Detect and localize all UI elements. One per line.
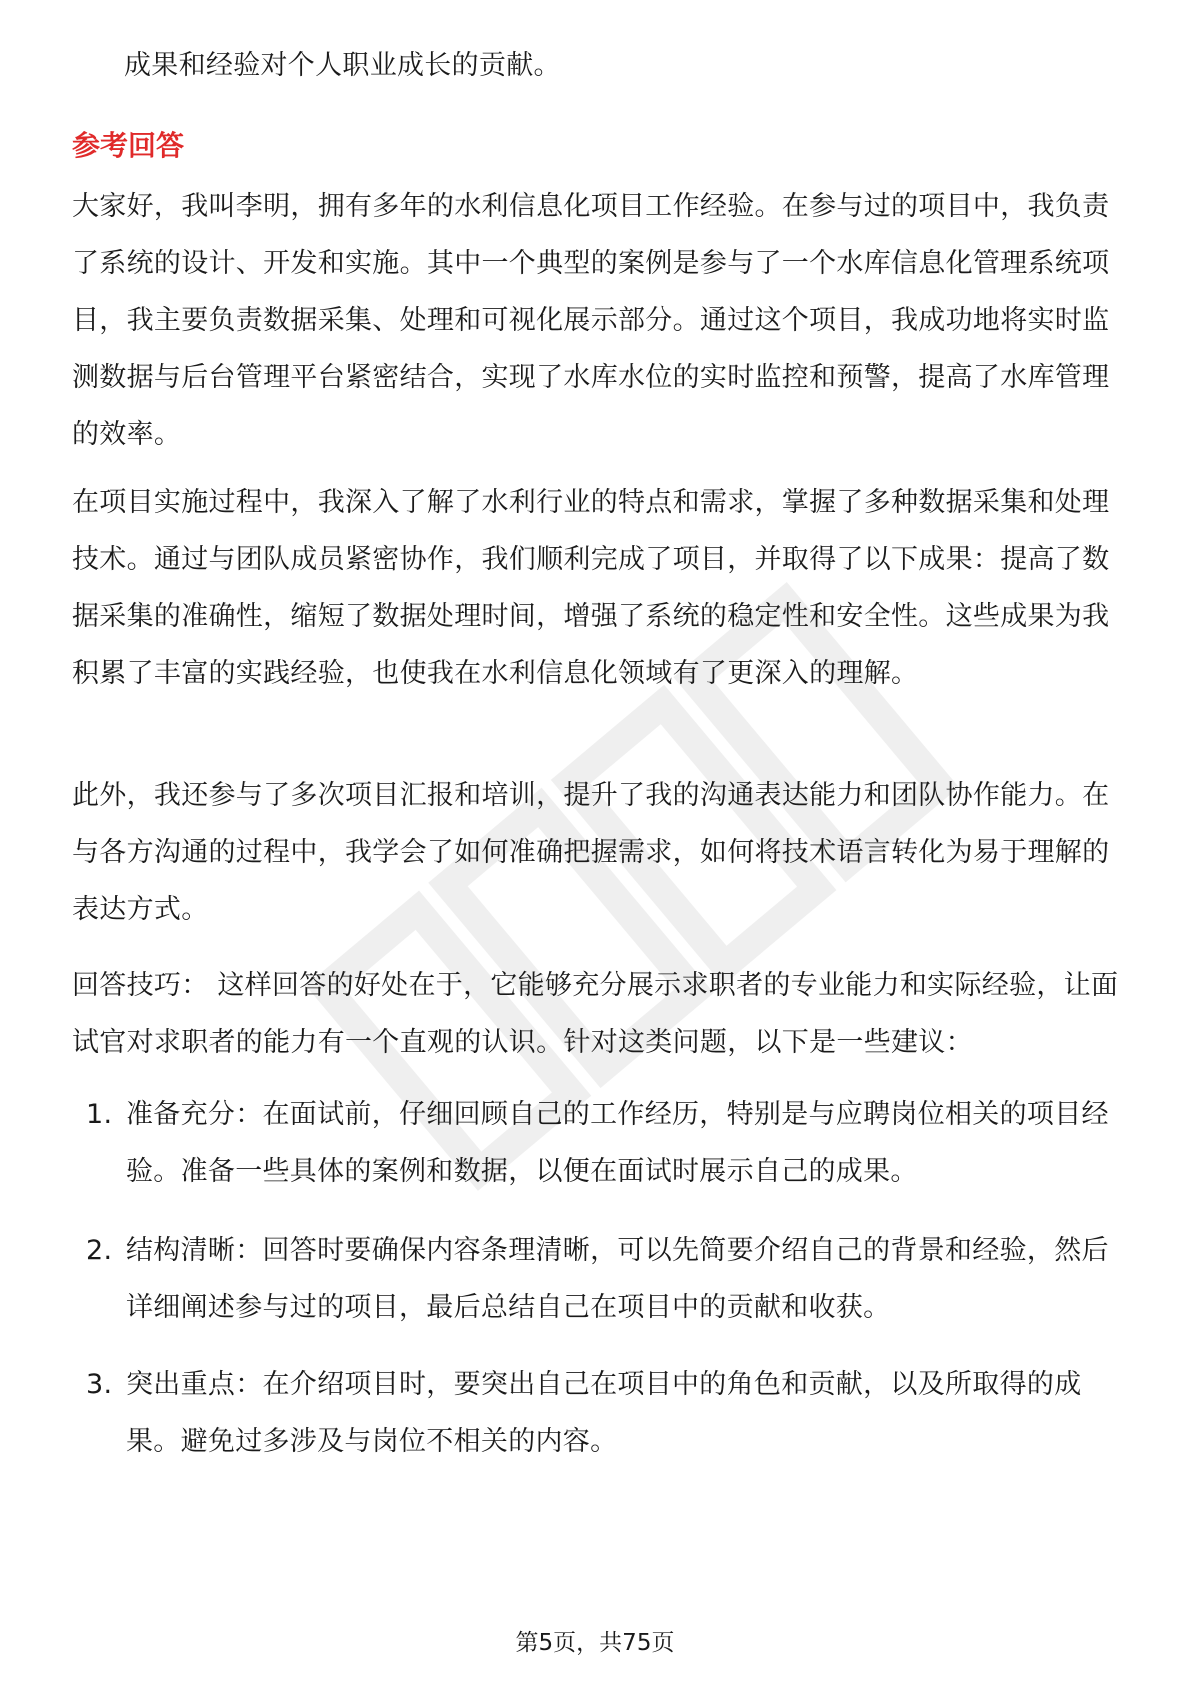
list-text: 结构清晰：回答时要确保内容条理清晰，可以先简要介绍自己的背景和经验，然后详细阐述参与过的项目，最后总结自己在项目中的贡献和收获。 (126, 1235, 1109, 1323)
list-number: 2. (86, 1235, 113, 1266)
paragraph-1: 大家好，我叫李明，拥有多年的水利信息化项目工作经验。在参与过的项目中，我负责了系统的设计、开发和实施。其中一个典型的案例是参与了一个水库信息化管理系统项目，我主要负责数据采集、处理和可视化展示部分。通过这个项目，我成功地将实时监测数据与后台管理平台紧密结合，实现了水库水位的实时监控和预警，提高了水库管理的效率。 (72, 191, 1110, 450)
section-heading: 参考回答 (72, 129, 185, 162)
list-text: 准备充分：在面试前，仔细回顾自己的工作经历，特别是与应聘岗位相关的项目经验。准备一些具体的案例和数据，以便在面试时展示自己的成果。 (126, 1099, 1109, 1187)
page-footer: 第5页，共75页 (515, 1630, 675, 1656)
tips-paragraph: 回答技巧： 这样回答的好处在于，它能够充分展示求职者的专业能力和实际经验，让面试官对求职者的能力有一个直观的认识。针对这类问题，以下是一些建议： (72, 970, 1119, 1058)
paragraph-3: 此外，我还参与了多次项目汇报和培训，提升了我的沟通表达能力和团队协作能力。在与各方沟通的过程中，我学会了如何准确把握需求，如何将技术语言转化为易于理解的表达方式。 (72, 780, 1110, 925)
list-text: 突出重点：在介绍项目时，要突出自己在项目中的角色和贡献，以及所取得的成果。避免过多涉及与岗位不相关的内容。 (126, 1369, 1082, 1457)
list-item (72, 1356, 1122, 1470)
intro-line: 成果和经验对个人职业成长的贡献。 (124, 50, 561, 81)
paragraph-2: 在项目实施过程中，我深入了解了水利行业的特点和需求，掌握了多种数据采集和处理技术。通过与团队成员紧密协作，我们顺利完成了项目，并取得了以下成果：提高了数据采集的准确性，缩短了数据处理时间，增强了系统的稳定性和安全性。这些成果为我积累了丰富的实践经验，也使我在水利信息化领域有了更深入的理解。 (72, 487, 1110, 689)
list-number: 1. (86, 1099, 113, 1130)
list-item (72, 1086, 1122, 1200)
list-item (72, 1222, 1122, 1336)
list-number: 3. (86, 1369, 113, 1400)
